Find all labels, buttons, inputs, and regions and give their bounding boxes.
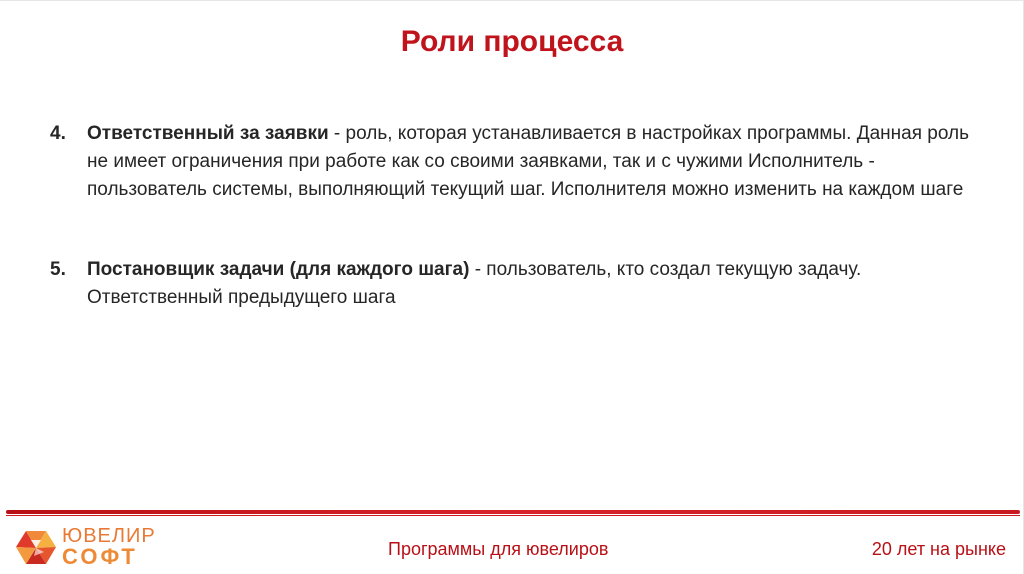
list-item-term: Ответственный за заявки bbox=[87, 123, 329, 144]
list-item-description: - пользователь, кто создал текущую задачу. Ответственный предыдущего шага bbox=[87, 259, 862, 308]
footer-tagline: Программы для ювелиров bbox=[388, 539, 609, 559]
logo-line-2: СОФТ bbox=[62, 544, 138, 569]
list-item-term: Постановщик задачи (для каждого шага) bbox=[87, 259, 470, 280]
logo-hexagon-mark bbox=[16, 531, 56, 564]
list-item-description: - роль, которая устанавливается в настройках программы. Данная роль не имеет ограничения при работе как со своими заявками, так и с чужими Исполнитель - пользователь системы, выполняющий текущий шаг. Исполнителя можно изменить на каждом шаге bbox=[87, 123, 969, 200]
list-item-text bbox=[87, 256, 980, 312]
slide-title: Роли процесса bbox=[400, 25, 624, 58]
logo-line-1: ЮВЕЛИР bbox=[62, 525, 156, 547]
list-item-text bbox=[87, 120, 980, 204]
list-item-4 bbox=[40, 120, 980, 204]
list-item-5 bbox=[40, 256, 980, 312]
list-item-number: 5. bbox=[50, 259, 66, 280]
list-item-number: 4. bbox=[50, 123, 66, 144]
logo-wordmark bbox=[62, 526, 156, 568]
footer-divider bbox=[6, 510, 1020, 514]
footer-divider-thin bbox=[6, 515, 1020, 516]
footer-years: 20 лет на рынке bbox=[871, 539, 1006, 559]
slide-top-border bbox=[0, 0, 1024, 1]
